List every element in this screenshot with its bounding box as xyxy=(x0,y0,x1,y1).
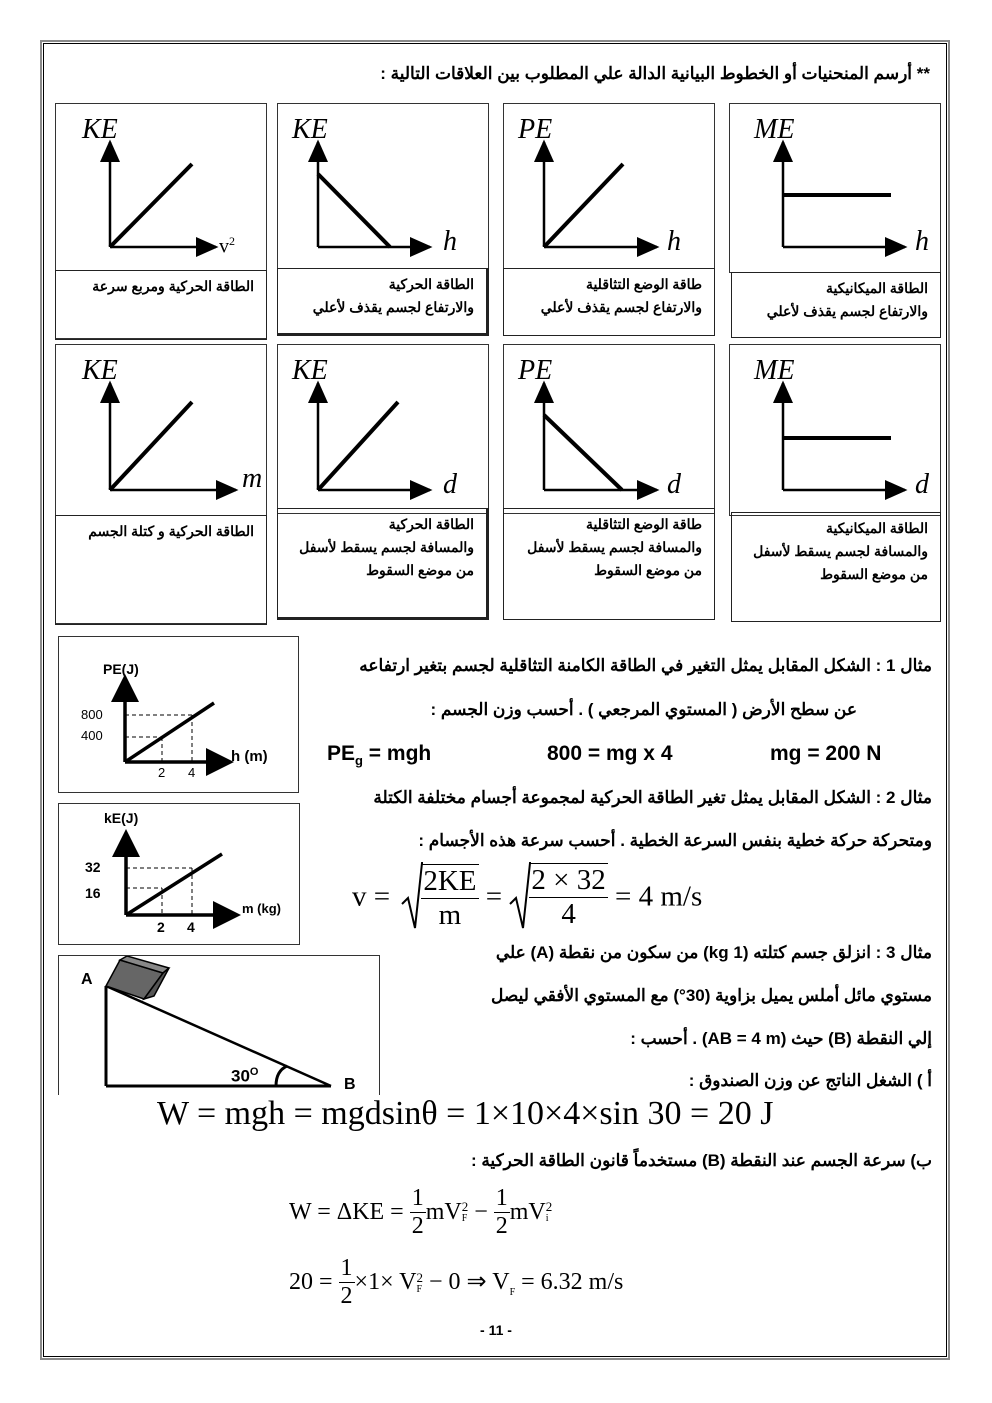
y-tick-800: 800 xyxy=(81,707,103,722)
x-axis-label: d xyxy=(443,469,457,500)
graph-caption: الطاقة الحركية ومربع سرعة xyxy=(55,270,267,340)
final-velocity-equation: 20 = $\frac{1}{2}$ ×1× V 2 F − 0 ⇒ $V_F = 6.32$ m/s xyxy=(289,1255,624,1309)
y-tick-16: 16 xyxy=(85,885,101,901)
y-axis-label: KE xyxy=(82,355,118,386)
pe-vs-h-chart xyxy=(58,636,299,793)
x-axis-label: m (kg) xyxy=(242,901,281,916)
example3-line1: مثال 3 : انزلق جسم كتلته (1 kg) من سكون من نقطة (A) علي xyxy=(495,943,932,962)
y-axis-label: ME xyxy=(754,355,795,386)
example2-line1: مثال 2 : الشكل المقابل يمثل تغير الطاقة الحركية لمجموعة أجسام مختلفة الكتلة xyxy=(373,788,932,807)
x-axis-label: d xyxy=(667,469,681,500)
graph-box-me-h xyxy=(729,103,941,273)
x-axis-label: $v^2$ xyxy=(219,234,235,258)
y-axis-label: PE xyxy=(518,114,553,145)
point-b-label: B xyxy=(344,1076,356,1093)
x-axis-label: h xyxy=(915,226,929,257)
graph-caption: الطاقة الميكانيكية والارتفاع لجسم يقذف لأعلي xyxy=(731,272,941,338)
example2-velocity-equation: v = $\frac{2KE}{m}$ = $\frac{2 \times 32}{4}$ = 4 m/s xyxy=(352,864,703,931)
example3-line3: إلي النقطة (B) حيث (AB = 4 m) . أحسب : xyxy=(630,1029,932,1048)
y-tick-400: 400 xyxy=(81,728,103,743)
incline-plane-figure xyxy=(59,956,379,1096)
point-a-label: A xyxy=(81,971,93,988)
y-tick-32: 32 xyxy=(85,859,101,875)
y-axis-label: ME xyxy=(754,114,795,145)
example1-line2: عن سطح الأرض ( المستوي المرجعي ) . أحسب وزن الجسم : xyxy=(430,700,857,719)
graph-caption: الطاقة الميكانيكية والمسافة لجسم يسقط لأسفل من موضع السقوط xyxy=(731,512,941,622)
x-axis-label: m xyxy=(242,463,263,494)
y-axis-label: PE xyxy=(518,355,553,386)
graph-caption: طاقة الوضع التثاقلية والارتفاع لجسم يقذف لأعلي xyxy=(503,268,715,336)
x-tick-2: 2 xyxy=(157,919,165,935)
y-axis-label: KE xyxy=(82,114,118,145)
graph-caption: الطاقة الحركية والارتفاع لجسم يقذف لأعلي xyxy=(277,268,489,336)
example1-eq-result: mg = 200 N xyxy=(770,742,882,765)
sqrt-sign-icon xyxy=(401,862,423,932)
graph-caption: الطاقة الحركية والمسافة لجسم يسقط لأسفل من موضع السقوط xyxy=(277,508,489,620)
y-axis-label: KE xyxy=(292,355,328,386)
graph-box-pe-h xyxy=(503,103,715,269)
graph-box-ke-d xyxy=(277,344,489,514)
y-axis-label: PE(J) xyxy=(103,661,139,677)
example2-line2: ومتحركة حركة خطية بنفس السرعة الخطية . أحسب سرعة هذه الأجسام : xyxy=(418,831,932,850)
work-energy-theorem-equation: W = ΔKE = $\frac{1}{2}$ mV 2 F − $\frac{1}{2}$ mV 2 i xyxy=(289,1185,553,1239)
x-axis-label: h (m) xyxy=(231,748,268,765)
x-axis-label: h xyxy=(443,226,457,257)
y-axis-label: kE(J) xyxy=(104,810,139,826)
graph-caption: الطاقة الحركية و كتلة الجسم xyxy=(55,515,267,625)
x-axis-label: d xyxy=(915,469,929,500)
incline-diagram xyxy=(58,955,380,1095)
x-tick-4: 4 xyxy=(187,919,195,935)
example1-eq-substitution: 800 = mg x 4 xyxy=(547,742,673,765)
graph-box-me-d xyxy=(729,344,941,516)
example3-part-b: ب) سرعة الجسم عند النقطة (B) مستخدماً قانون الطاقة الحركية : xyxy=(470,1151,932,1170)
angle-label: $30^O$ xyxy=(231,1066,259,1086)
page-number: - 11 - xyxy=(480,1322,512,1338)
section-heading: ** أرسم المنحنيات أو الخطوط البيانية الدالة علي المطلوب بين العلاقات التالية : xyxy=(380,64,930,83)
x-tick-2: 2 xyxy=(158,765,166,780)
graph-box-pe-d xyxy=(503,344,715,514)
graph-box-ke-h xyxy=(277,103,489,269)
x-tick-4: 4 xyxy=(188,765,196,780)
example3-part-a: أ ) الشغل الناتج عن وزن الصندوق : xyxy=(688,1071,932,1090)
graph-box-ke-v2 xyxy=(55,103,267,339)
graph-caption: طاقة الوضع التثاقلية والمسافة لجسم يسقط لأسفل من موضع السقوط xyxy=(503,508,715,620)
example3-line2: مستوي مائل أملس يميل بزاوية (30°) مع المستوي الأفقي ليصل xyxy=(490,986,932,1005)
y-axis-label: KE xyxy=(292,114,328,145)
graph-box-ke-m xyxy=(55,344,267,624)
sqrt-sign-icon xyxy=(509,862,531,932)
x-axis-label: h xyxy=(667,226,681,257)
example1-eq-pe: $PE_g$ = mgh xyxy=(327,742,432,769)
ke-vs-m-chart xyxy=(58,803,300,945)
example1-line1: مثال 1 : الشكل المقابل يمثل التغير في الطاقة الكامنة التثاقلية لجسم بتغير ارتفاعه xyxy=(359,656,932,675)
work-equation: W = mgh = mgdsinθ = 1×10×4×sin 30 = 20 J xyxy=(157,1095,774,1132)
